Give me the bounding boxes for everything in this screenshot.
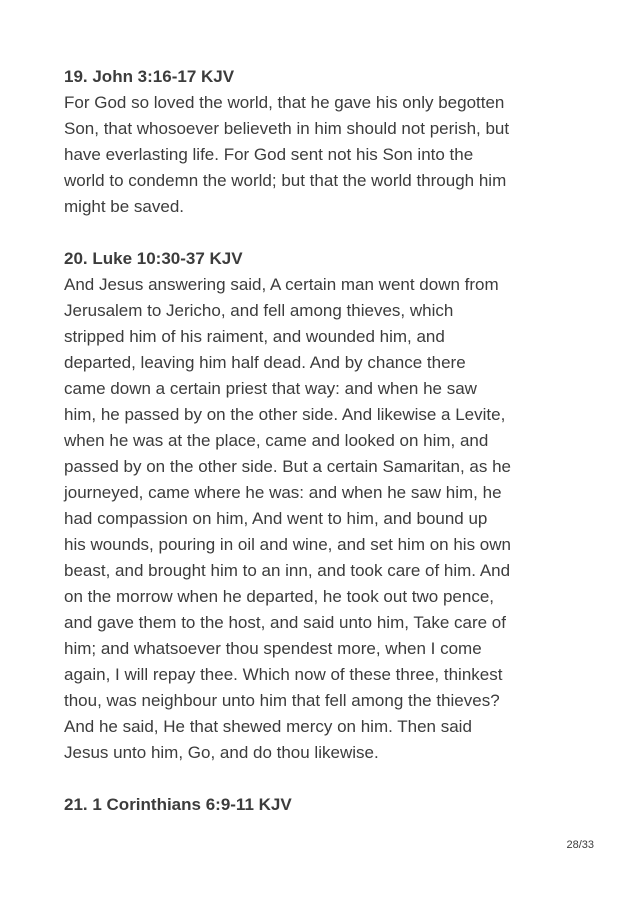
verse-line: Jerusalem to Jericho, and fell among thieves, which [64, 301, 454, 320]
verse-section-john [64, 64, 604, 220]
verse-heading: 21. 1 Corinthians 6:9-11 KJV [64, 795, 292, 814]
verse-heading: 19. John 3:16-17 KJV [64, 67, 235, 86]
verse-line: And he said, He that shewed mercy on him. Then said [64, 717, 472, 736]
verse-line: And Jesus answering said, A certain man went down from [64, 275, 499, 294]
verse-section-corinthians [64, 792, 604, 818]
verse-line: thou, was neighbour unto him that fell among the thieves? [64, 691, 500, 710]
verse-line: when he was at the place, came and looked on him, and [64, 431, 489, 450]
verse-line: beast, and brought him to an inn, and took care of him. And [64, 561, 511, 580]
verse-line: him; and whatsoever thou spendest more, when I come [64, 639, 482, 658]
verse-line: came down a certain priest that way: and when he saw [64, 379, 477, 398]
verse-line: stripped him of his raiment, and wounded him, and [64, 327, 445, 346]
verse-line: have everlasting life. For God sent not his Son into the [64, 145, 474, 164]
verse-line: him, he passed by on the other side. And likewise a Levite, [64, 405, 506, 424]
page-content [64, 64, 604, 844]
page-number: 28/33 [566, 839, 594, 851]
verse-line: departed, leaving him half dead. And by chance there [64, 353, 466, 372]
verse-line: For God so loved the world, that he gave his only begotten [64, 93, 505, 112]
verse-line: passed by on the other side. But a certain Samaritan, as he [64, 457, 511, 476]
verse-line: might be saved. [64, 197, 185, 216]
verse-section-luke [64, 246, 604, 766]
verse-line: Son, that whosoever believeth in him should not perish, but [64, 119, 510, 138]
verse-line: on the morrow when he departed, he took out two pence, [64, 587, 494, 606]
verse-line: and gave them to the host, and said unto him, Take care of [64, 613, 506, 632]
verse-line: again, I will repay thee. Which now of these three, thinkest [64, 665, 503, 684]
verse-line: had compassion on him, And went to him, and bound up [64, 509, 488, 528]
verse-heading: 20. Luke 10:30-37 KJV [64, 249, 243, 268]
verse-line: world to condemn the world; but that the world through him [64, 171, 507, 190]
verse-line: Jesus unto him, Go, and do thou likewise. [64, 743, 379, 762]
verse-line: his wounds, pouring in oil and wine, and set him on his own [64, 535, 511, 554]
verse-line: journeyed, came where he was: and when he saw him, he [64, 483, 502, 502]
